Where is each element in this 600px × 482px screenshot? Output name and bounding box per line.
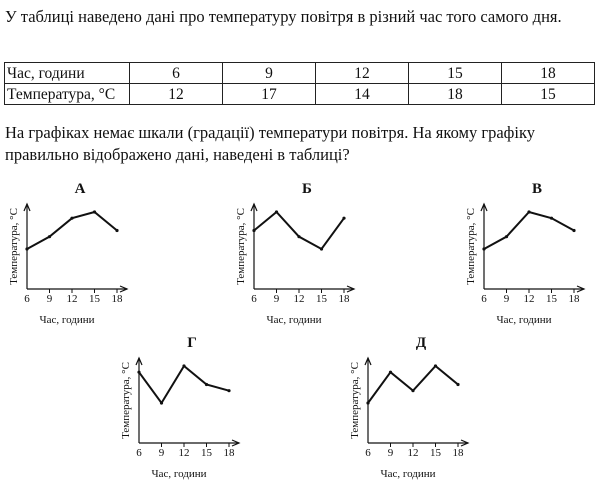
x-tick-label: 18 (338, 293, 350, 305)
data-point (205, 383, 208, 386)
x-tick-label: 15 (89, 293, 100, 305)
data-point (505, 235, 508, 238)
table-cell: 12 (130, 84, 223, 105)
y-axis-label: Температура, °С (8, 208, 20, 285)
data-point (411, 389, 414, 392)
series-line (484, 212, 574, 249)
data-point (320, 247, 323, 250)
data-point (482, 247, 485, 250)
x-tick-label: 6 (365, 447, 371, 459)
chart-title: Б (302, 181, 312, 197)
x-tick-label: 12 (293, 293, 305, 305)
data-point (252, 229, 255, 232)
x-tick-label: 9 (503, 293, 510, 305)
x-axis-label: Час, години (266, 314, 322, 326)
data-point (572, 229, 575, 232)
table-cell: 12 (316, 63, 409, 84)
x-tick-label: 15 (546, 293, 557, 305)
data-point (434, 364, 437, 367)
x-axis-label: Час, години (151, 468, 207, 480)
row-label: Час, години (5, 63, 130, 84)
table-cell: 9 (223, 63, 316, 84)
data-point (366, 401, 369, 404)
x-tick-label: 6 (136, 447, 142, 459)
row-label: Температура, °С (5, 84, 130, 105)
x-tick-label: 9 (158, 447, 165, 459)
data-point (275, 210, 278, 213)
question-prompt: На графіках немає шкали (градації) температури повітря. На якому графіку правильно відображено дані, наведені в таблиці? (5, 123, 535, 164)
x-tick-label: 18 (452, 447, 464, 459)
x-axis-label: Час, години (380, 468, 436, 480)
chart-title: В (531, 181, 543, 197)
x-tick-label: 18 (111, 293, 123, 305)
y-axis-label: Температура, °С (120, 362, 132, 439)
x-tick-label: 18 (568, 293, 580, 305)
x-tick-label: 15 (316, 293, 327, 305)
data-point (182, 364, 185, 367)
data-point (527, 210, 530, 213)
data-point (227, 389, 230, 392)
x-tick-label: 15 (430, 447, 441, 459)
y-axis-label: Температура, °С (465, 208, 477, 285)
table-cell: 17 (223, 84, 316, 105)
chart-title: А (74, 181, 86, 197)
table-cell: 18 (409, 84, 502, 105)
x-tick-label: 12 (407, 447, 419, 459)
table-cell: 14 (316, 84, 409, 105)
x-tick-label: 15 (201, 447, 212, 459)
x-tick-label: 12 (178, 447, 190, 459)
x-tick-label: 9 (387, 447, 394, 459)
data-point (550, 217, 553, 220)
table-cell: 18 (502, 63, 595, 84)
series-line (254, 212, 344, 249)
x-tick-label: 6 (251, 293, 257, 305)
x-tick-label: 6 (24, 293, 30, 305)
chart-title: Д (415, 335, 427, 351)
series-line (139, 366, 229, 403)
data-point (297, 235, 300, 238)
x-axis-label: Час, години (39, 314, 95, 326)
data-point (137, 371, 140, 374)
table-cell: 15 (409, 63, 502, 84)
x-tick-label: 9 (273, 293, 280, 305)
x-tick-label: 12 (523, 293, 535, 305)
series-line (368, 366, 458, 403)
data-point (93, 210, 96, 213)
x-tick-label: 12 (66, 293, 78, 305)
data-point (115, 229, 118, 232)
data-point (160, 401, 163, 404)
data-point (25, 247, 28, 250)
question-intro: У таблиці наведено дані про температуру повітря в різний час того самого дня. (5, 7, 562, 26)
data-point (70, 217, 73, 220)
x-tick-label: 18 (223, 447, 235, 459)
data-point (389, 371, 392, 374)
chart-title: Г (187, 335, 197, 351)
table-cell: 6 (130, 63, 223, 84)
x-tick-label: 6 (481, 293, 487, 305)
y-axis-label: Температура, °С (235, 208, 247, 285)
table-cell: 15 (502, 84, 595, 105)
data-point (48, 235, 51, 238)
x-axis-label: Час, години (496, 314, 552, 326)
y-axis-label: Температура, °С (349, 362, 361, 439)
x-tick-label: 9 (46, 293, 53, 305)
data-point (342, 217, 345, 220)
data-point (456, 383, 459, 386)
